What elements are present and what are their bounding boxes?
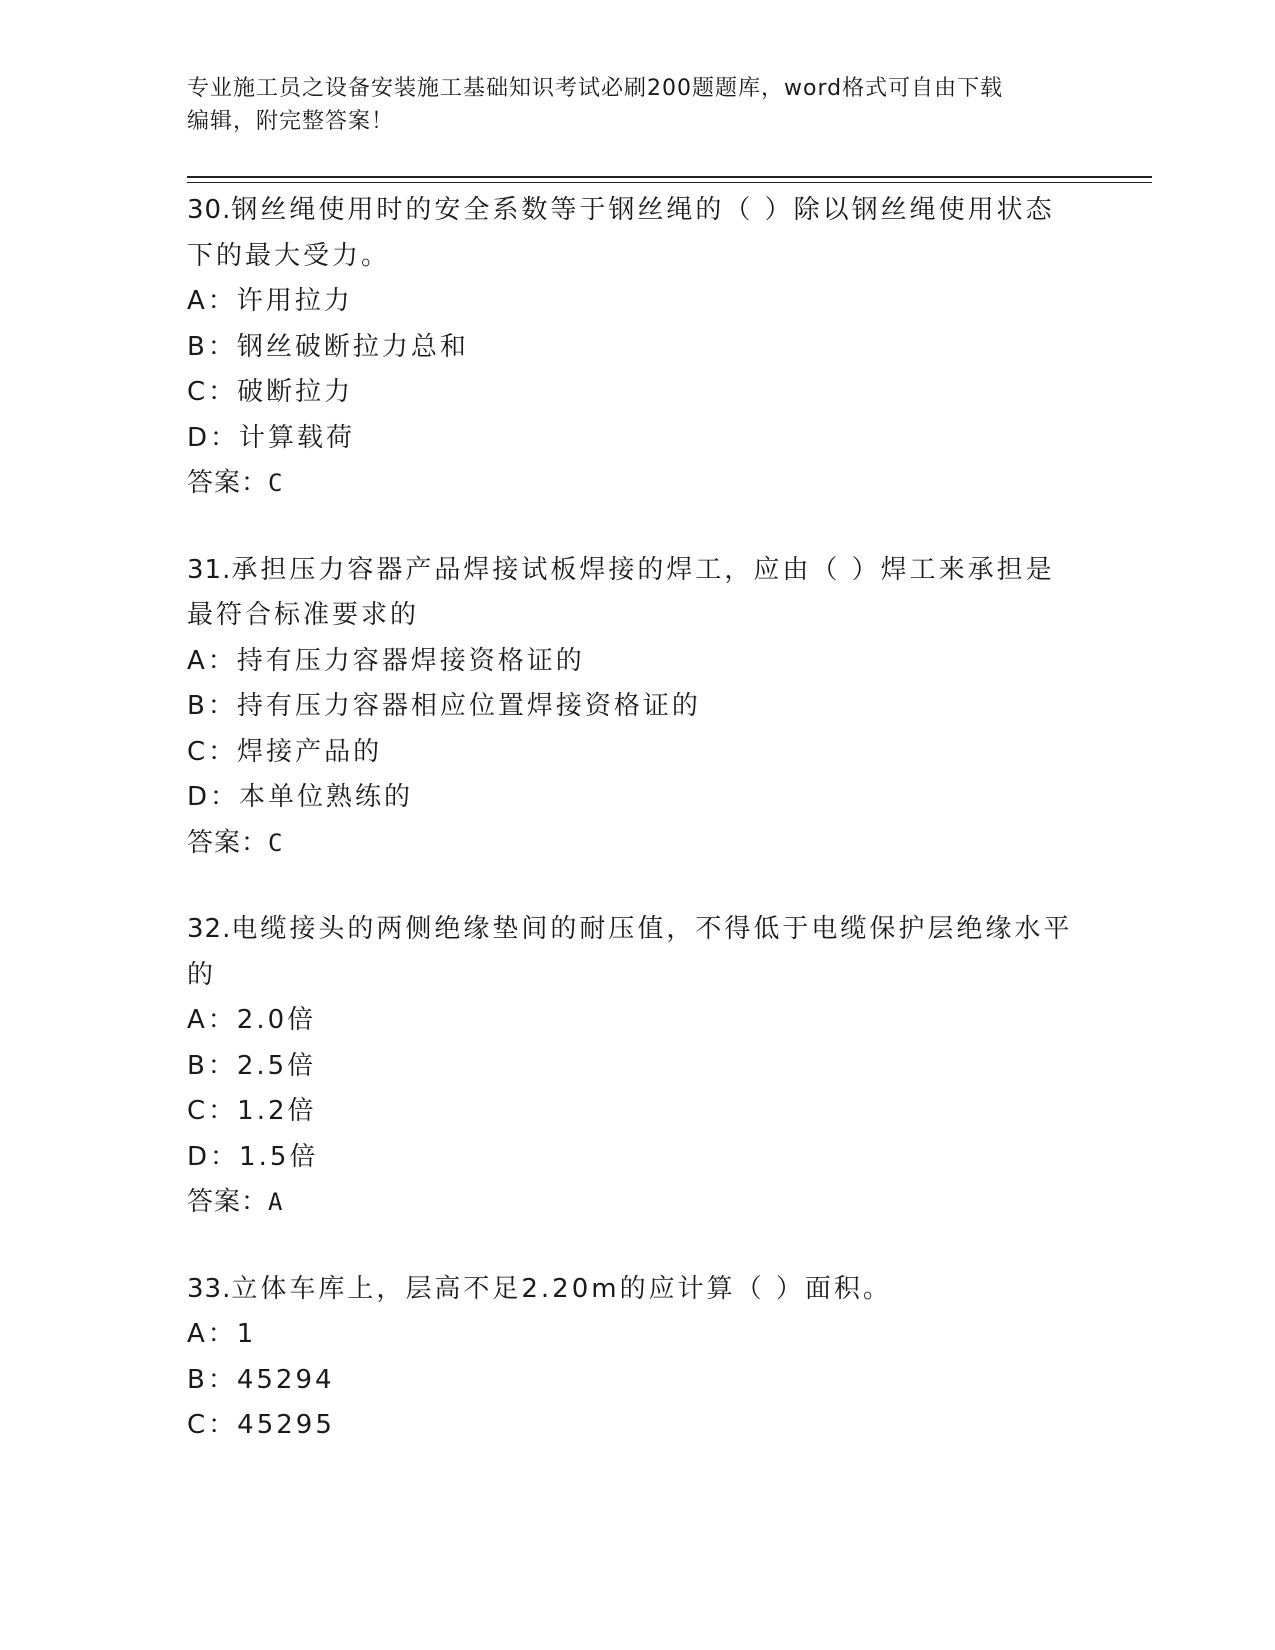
question-text-continued: 下的最大受力。 [187,240,391,271]
header-line-1: 专业施工员之设备安装施工基础知识考试必刷200题题库，word格式可自由下载 [187,76,1004,101]
header-divider-thin [187,182,1152,183]
answer-value: C [268,469,284,497]
option-c: C：1.2倍 [187,1096,317,1126]
header-line-2: 编辑，附完整答案！ [187,109,395,134]
question-text: 承担压力容器产品焊接试板焊接的焊工，应由（ ）焊工来承担是 [231,554,1055,585]
question-text: 电缆接头的两侧绝缘垫间的耐压值，不得低于电缆保护层绝缘水平 [231,914,1073,944]
question-number: 30. [187,195,232,225]
answer-value: A [268,1188,284,1216]
option-c: C：破断拉力 [187,377,354,407]
question-33 [187,1267,1087,1449]
question-32 [187,907,1087,1226]
option-b: B：45294 [187,1364,335,1395]
answer-label: 答案： [187,468,269,498]
answer [187,821,1087,867]
question-31 [187,548,1087,867]
option-a: A：许用拉力 [187,286,353,316]
option-c: C：焊接产品的 [187,736,383,767]
question-30 [187,188,1087,507]
answer [187,461,1087,507]
answer-label: 答案： [187,827,269,858]
question-number: 32. [187,914,232,944]
question-text-continued: 的 [187,959,217,990]
option-b: B：钢丝破断拉力总和 [187,331,469,362]
question-text-continued: 最符合标准要求的 [187,600,420,630]
question-number: 33. [187,1273,232,1304]
option-d: D：1.5倍 [187,1141,319,1172]
option-d: D：计算载荷 [187,422,356,453]
option-b: B：2.5倍 [187,1050,317,1081]
header-divider-thick [187,176,1152,178]
option-a: A：持有压力容器焊接资格证的 [187,645,585,676]
option-b: B：持有压力容器相应位置焊接资格证的 [187,691,701,721]
question-list [187,188,1087,1490]
answer [187,1180,1087,1226]
question-number: 31. [187,554,232,585]
question-text: 钢丝绳使用时的安全系数等于钢丝绳的（ ）除以钢丝绳使用状态 [231,195,1055,225]
answer-value: C [268,828,284,857]
answer-label: 答案： [187,1187,269,1217]
option-a: A：1 [187,1319,257,1349]
option-c: C：45295 [187,1410,335,1440]
document-header [187,72,1067,138]
question-text: 立体车库上，层高不足2.20m的应计算（ ）面积。 [231,1273,892,1304]
option-d: D：本单位熟练的 [187,782,414,812]
option-a: A：2.0倍 [187,1005,317,1035]
